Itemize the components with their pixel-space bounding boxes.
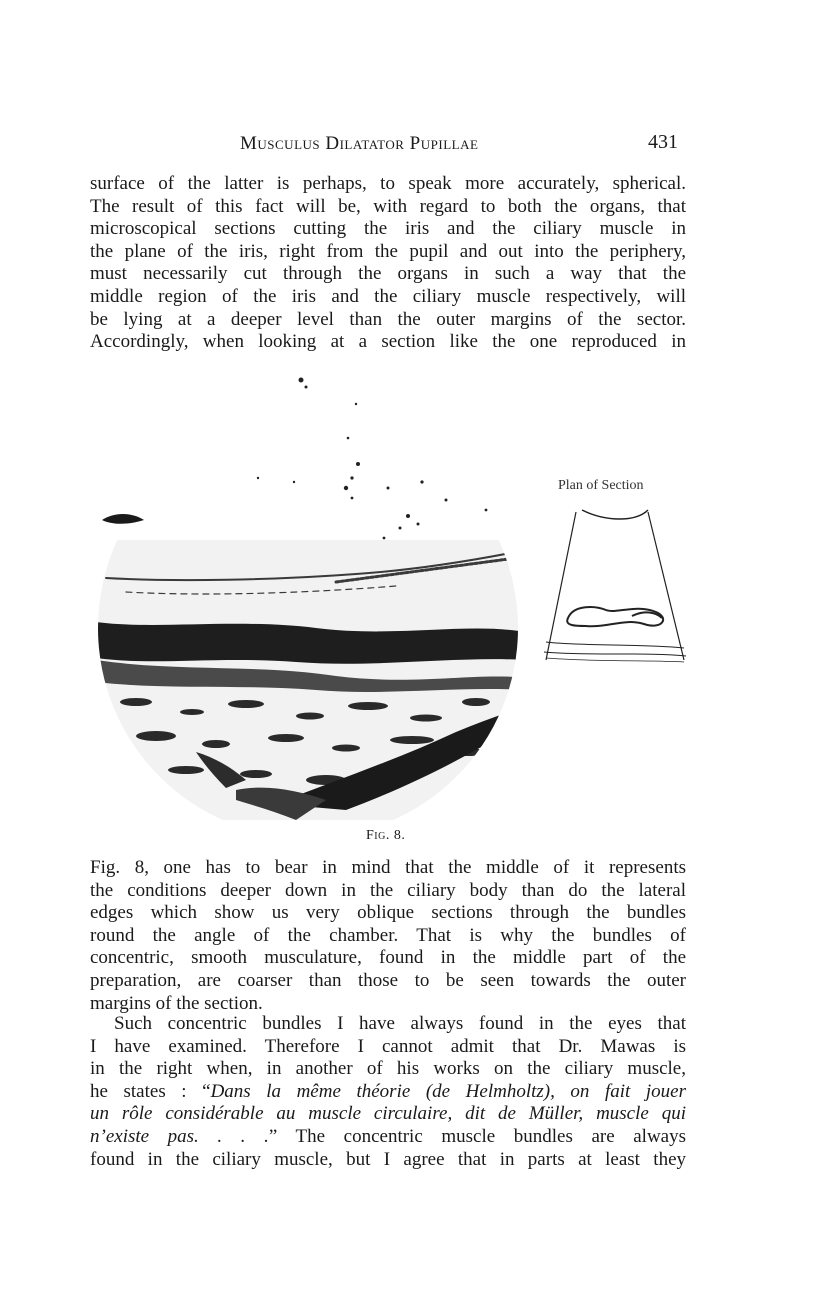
text-line: margins of the section. (90, 992, 263, 1014)
running-title: Musculus Dilatator Pupillae (240, 133, 479, 154)
text-line: surface of the latter is perhaps, to speak more accurately, spherical. (90, 173, 686, 194)
text-line: must necessarily cut through the organs in such a way that the (90, 263, 686, 285)
inset-title: Plan of Section (558, 478, 644, 493)
figure-8 (96, 360, 696, 820)
text-line: round the angle of the chamber. That is why the bundles of (90, 924, 686, 946)
text-roman: he states : “ (90, 1080, 211, 1102)
paragraph-2 (90, 857, 686, 1015)
text-line: I have examined. Therefore I cannot admit that Dr. Mawas is (90, 1035, 686, 1057)
scattered-specks (257, 378, 488, 540)
plan-of-section-diagram (544, 510, 686, 662)
running-head (90, 133, 686, 159)
text-line: The result of this fact will be, with regard to both the organs, that (90, 195, 686, 217)
text-line: middle region of the iris and the ciliary muscle respectively, will (90, 285, 686, 307)
text-roman: ” The concentric muscle bundles are always (268, 1125, 687, 1147)
text-line: Fig. 8, one has to bear in mind that the middle of it represents (90, 857, 686, 878)
french-quotation-line: un rôle considérable au muscle circulaire, dit de Müller, muscle qui (90, 1103, 686, 1125)
paragraph-1 (90, 173, 686, 354)
text-line: found in the ciliary muscle, but I agree that in parts at least they (90, 1148, 686, 1170)
figure-caption: Fig. 8. (366, 828, 406, 843)
page-number: 431 (648, 131, 678, 153)
text-line: in the right when, in another of his works on the ciliary muscle, (90, 1058, 686, 1080)
paragraph-3 (90, 1013, 686, 1171)
text-line: edges which show us very oblique sections through the bundles (90, 902, 686, 924)
french-quotation: n’existe pas. . . . (90, 1125, 269, 1147)
text-line: be lying at a deeper level than the outer margins of the sector. (90, 308, 686, 330)
text-line (90, 1126, 686, 1149)
french-quotation: Dans la même théorie (de Helmholtz), on fait jouer (210, 1080, 687, 1102)
text-line (90, 1081, 686, 1104)
text-line: preparation, are coarser than those to be seen towards the outer (90, 969, 686, 991)
microscope-section-illustration (96, 360, 696, 820)
text-line: the conditions deeper down in the ciliary body than do the lateral (90, 879, 686, 901)
text-line: concentric, smooth musculature, found in the middle part of the (90, 947, 686, 969)
text-line: the plane of the iris, right from the pupil and out into the periphery, (90, 240, 686, 262)
text-line: Accordingly, when looking at a section like the one reproduced in (90, 331, 686, 353)
text-line: microscopical sections cutting the iris and the ciliary muscle in (90, 218, 686, 240)
text-line: Such concentric bundles I have always found in the eyes that (114, 1013, 686, 1034)
microscope-field (96, 540, 526, 820)
stray-mark (102, 514, 144, 524)
